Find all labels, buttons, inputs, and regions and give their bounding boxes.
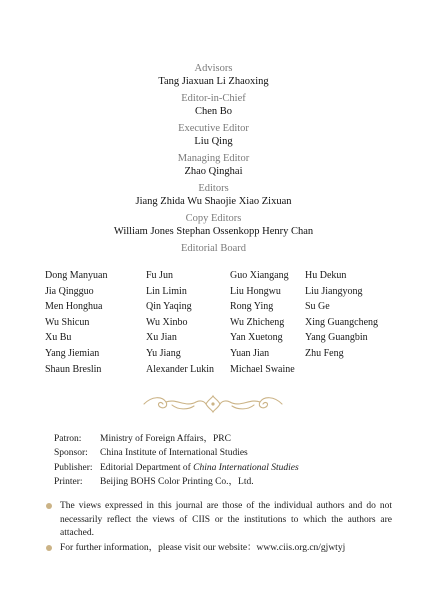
publisher-prefix: Editorial Department of bbox=[100, 462, 194, 473]
patron-value: Ministry of Foreign Affairs，PRC bbox=[100, 434, 231, 444]
board-member: Rong Ying bbox=[230, 301, 274, 313]
publication-info bbox=[54, 432, 394, 490]
board-member: Zhu Feng bbox=[305, 347, 344, 359]
board-member: Yu Jiang bbox=[146, 347, 181, 359]
printer-label: Printer: bbox=[54, 477, 83, 488]
sponsor-value: China Institute of International Studies bbox=[100, 448, 248, 459]
role-names: Tang Jiaxuan Li Zhaoxing bbox=[158, 76, 269, 87]
board-column-1 bbox=[45, 268, 146, 377]
role-title: Managing Editor bbox=[177, 153, 250, 164]
patron-row bbox=[54, 432, 394, 446]
publisher-row bbox=[54, 461, 394, 475]
role-copy-editors bbox=[0, 212, 427, 239]
role-title: Editor-in-Chief bbox=[181, 93, 246, 104]
board-member: Hu Dekun bbox=[305, 270, 347, 281]
sponsor-label: Sponsor: bbox=[54, 448, 88, 459]
role-managing-editor bbox=[0, 152, 427, 179]
board-member: Dong Manyuan bbox=[45, 270, 108, 281]
board-member: Alexander Lukin bbox=[146, 363, 215, 375]
journal-title: China International Studies bbox=[193, 462, 299, 473]
board-member: Shaun Breslin bbox=[45, 363, 102, 375]
masthead bbox=[0, 62, 427, 258]
board-member: Su Ge bbox=[305, 301, 330, 313]
board-member: Lin Limin bbox=[146, 285, 187, 297]
board-column-2 bbox=[146, 268, 230, 377]
bullet-icon bbox=[46, 545, 52, 551]
board-member: Jia Qingguo bbox=[45, 285, 94, 297]
publisher-value bbox=[100, 461, 299, 475]
role-names: Zhao Qinghai bbox=[184, 166, 243, 177]
role-advisors bbox=[0, 62, 427, 89]
role-title: Advisors bbox=[194, 63, 233, 74]
board-member: Wu Xinbo bbox=[146, 316, 188, 328]
printer-value: Beijing BOHS Color Printing Co.，Ltd. bbox=[100, 477, 254, 488]
board-member: Yang Guangbin bbox=[305, 332, 368, 344]
role-editor-in-chief bbox=[0, 92, 427, 119]
board-member: Yuan Jian bbox=[230, 347, 270, 359]
editorial-board-grid bbox=[45, 268, 395, 377]
board-member: Liu Jiangyong bbox=[305, 285, 363, 297]
role-title: Editors bbox=[198, 183, 229, 194]
role-names: Chen Bo bbox=[194, 106, 233, 117]
publisher-label: Publisher: bbox=[54, 462, 93, 473]
board-member: Fu Jun bbox=[146, 270, 173, 281]
board-member: Qin Yaqing bbox=[146, 301, 192, 313]
note-disclaimer bbox=[46, 500, 392, 541]
board-member: Men Honghua bbox=[45, 301, 103, 313]
board-member: Wu Shicun bbox=[45, 316, 90, 328]
disclaimer-text: The views expressed in this journal are those of the individual authors and do not necessarily reflect the views of CIIS or the institutions to which the authors are attached. bbox=[60, 501, 392, 538]
board-member: Xing Guangcheng bbox=[305, 316, 379, 328]
board-column-4 bbox=[305, 268, 395, 377]
board-column-3 bbox=[230, 268, 305, 377]
board-member: Yang Jiemian bbox=[45, 347, 100, 359]
printer-row bbox=[54, 475, 394, 489]
board-member: Michael Swaine bbox=[230, 363, 295, 375]
bullet-icon bbox=[46, 503, 52, 509]
role-title: Executive Editor bbox=[178, 123, 249, 134]
notes bbox=[46, 500, 392, 556]
flourish-ornament-icon bbox=[142, 392, 284, 416]
sponsor-row bbox=[54, 446, 394, 460]
role-editors bbox=[0, 182, 427, 209]
role-executive-editor bbox=[0, 122, 427, 149]
patron-label: Patron: bbox=[54, 434, 82, 444]
board-member: Wu Zhicheng bbox=[230, 316, 285, 328]
board-member: Liu Hongwu bbox=[230, 285, 281, 297]
board-member: Yan Xuetong bbox=[230, 332, 283, 344]
role-names: Liu Qing bbox=[194, 136, 233, 147]
role-names: Jiang Zhida Wu Shaojie Xiao Zixuan bbox=[135, 196, 292, 207]
note-website bbox=[46, 542, 392, 556]
role-names: William Jones Stephan Ossenkopp Henry Chan bbox=[113, 226, 314, 237]
role-editorial-board bbox=[0, 242, 427, 255]
website-text: For further information，please visit our website：www.ciis.org.cn/gjwtyj bbox=[60, 542, 346, 553]
role-title: Editorial Board bbox=[180, 243, 247, 254]
board-member: Xu Bu bbox=[45, 332, 72, 344]
board-member: Xu Jian bbox=[146, 332, 177, 344]
role-title: Copy Editors bbox=[185, 213, 242, 224]
board-member: Guo Xiangang bbox=[230, 270, 289, 281]
